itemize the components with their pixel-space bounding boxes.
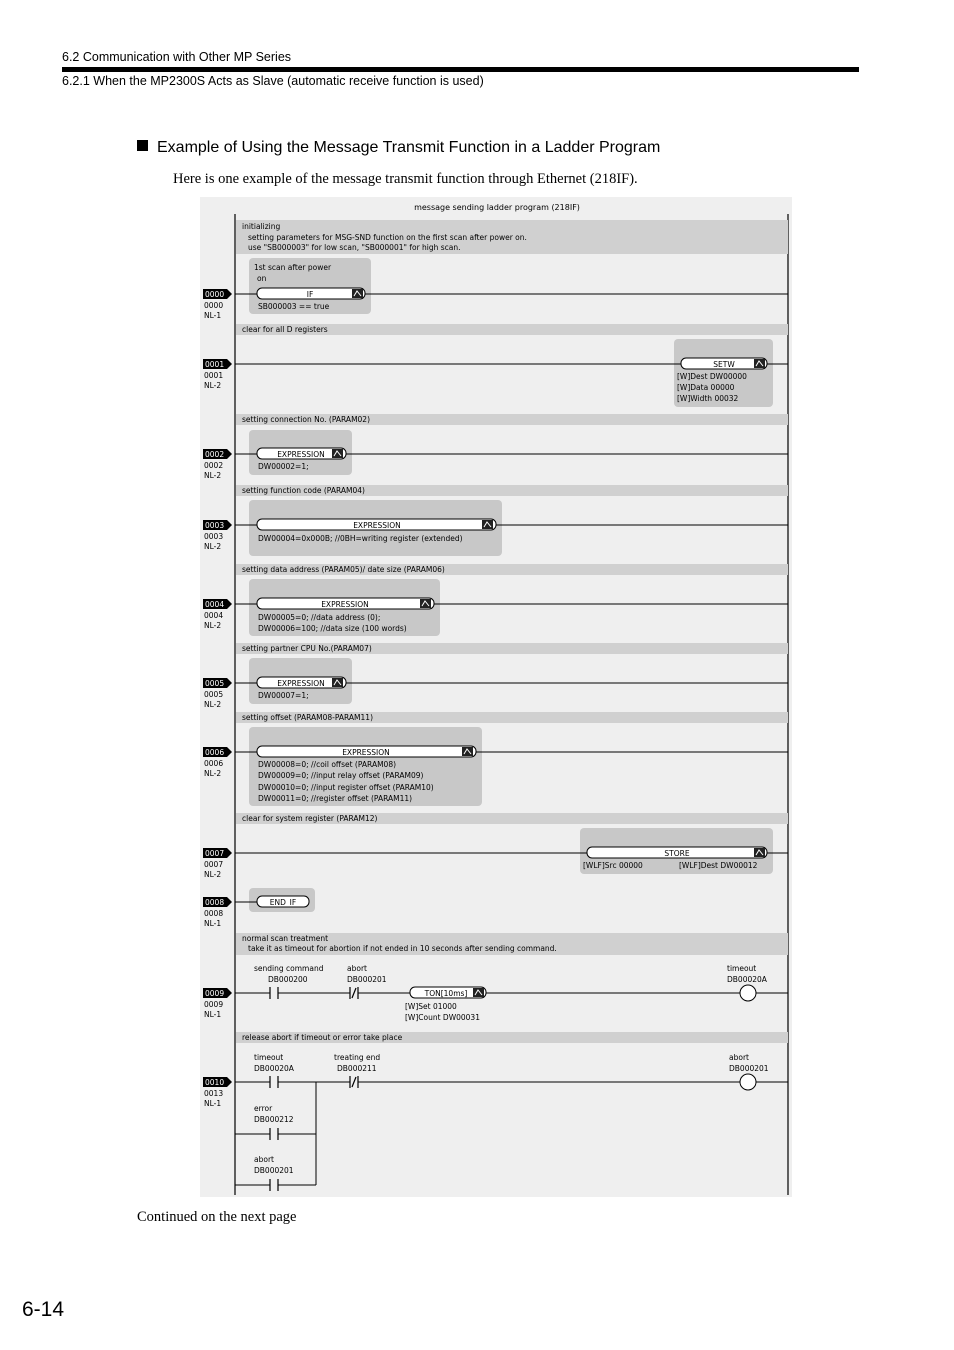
rung-step: 0003 bbox=[204, 532, 224, 541]
comment-text: clear for all D registers bbox=[242, 325, 328, 334]
rung-step: 0004 bbox=[204, 611, 224, 620]
expression-code: DW00011=0; //register offset (PARAM11) bbox=[258, 794, 413, 803]
instruction-expand-icon bbox=[332, 449, 343, 458]
coil-comment: timeout bbox=[727, 964, 757, 973]
setw-param: [W]Width 00032 bbox=[677, 394, 739, 403]
section-heading bbox=[137, 139, 660, 157]
if-condition: SB000003 == true bbox=[258, 302, 330, 311]
rung-tag-number: 0000 bbox=[205, 290, 225, 299]
rung-tag-number: 0005 bbox=[205, 679, 225, 688]
rung-tag-number: 0002 bbox=[205, 450, 225, 459]
running-header-section: 6.2 Communication with Other MP Series bbox=[62, 50, 292, 64]
ladder-program-figure bbox=[200, 197, 792, 1197]
contact-address: DB000211 bbox=[337, 1064, 377, 1073]
rung-step: 0007 bbox=[204, 860, 224, 869]
rung-tag-number: 0003 bbox=[205, 521, 225, 530]
rung-nest-level: NL-2 bbox=[204, 621, 222, 630]
rung-step: 0006 bbox=[204, 759, 224, 768]
store-param: [WLF]Dest DW00012 bbox=[679, 861, 758, 870]
if-note: on bbox=[257, 274, 267, 283]
end-if-label: END_IF bbox=[269, 898, 297, 907]
ton-label: TON[10ms] bbox=[424, 989, 468, 998]
comment-text: setting partner CPU No.(PARAM07) bbox=[242, 644, 372, 653]
section-heading-text: Example of Using the Message Transmit Function in a Ladder Program bbox=[157, 139, 661, 156]
rung-nest-level: NL-1 bbox=[204, 311, 222, 320]
rung-nest-level: NL-2 bbox=[204, 471, 222, 480]
comment-text: setting connection No. (PARAM02) bbox=[242, 415, 371, 424]
rung-step: 0005 bbox=[204, 690, 224, 699]
store-param: [WLF]Src 00000 bbox=[583, 861, 643, 870]
contact-comment: sending command bbox=[254, 964, 324, 973]
setw-param: [W]Dest DW00000 bbox=[677, 372, 747, 381]
comment-text: clear for system register (PARAM12) bbox=[242, 814, 378, 823]
rung-step: 0001 bbox=[204, 371, 224, 380]
coil-address: DB00020A bbox=[727, 975, 767, 984]
comment-text: take it as timeout for abortion if not ended in 10 seconds after sending command. bbox=[248, 944, 557, 953]
contact-address: DB000212 bbox=[254, 1115, 294, 1124]
expression-code: DW00004=0x000B; //0BH=writing register (extended) bbox=[258, 534, 463, 543]
comment-text: setting data address (PARAM05)/ date size (PARAM06) bbox=[242, 565, 445, 574]
rung-step: 0002 bbox=[204, 461, 224, 470]
contact-comment: error bbox=[254, 1104, 273, 1113]
comment-text: setting offset (PARAM08-PARAM11) bbox=[242, 713, 373, 722]
rung-tag-number: 0010 bbox=[205, 1078, 225, 1087]
contact-comment: abort bbox=[347, 964, 367, 973]
contact-address: DB000200 bbox=[268, 975, 308, 984]
instruction-expand-icon bbox=[352, 289, 363, 298]
rung-nest-level: NL-2 bbox=[204, 769, 222, 778]
rung-nest-level: NL-1 bbox=[204, 1099, 222, 1108]
comment-text: initializing bbox=[242, 222, 281, 231]
header-rule bbox=[62, 67, 859, 72]
instruction-expand-icon bbox=[482, 520, 493, 529]
comment-text: release abort if timeout or error take place bbox=[242, 1033, 403, 1042]
contact-comment: treating end bbox=[334, 1053, 381, 1062]
if-note: 1st scan after power bbox=[254, 263, 332, 272]
intro-paragraph: Here is one example of the message transmit function through Ethernet (218IF). bbox=[173, 171, 638, 187]
rung-tag-number: 0004 bbox=[205, 600, 225, 609]
expression-code: DW00006=100; //data size (100 words) bbox=[258, 624, 407, 633]
rung-step: 0013 bbox=[204, 1089, 224, 1098]
expression-code: DW00009=0; //input relay offset (PARAM09) bbox=[258, 771, 424, 780]
rung-tag-number: 0009 bbox=[205, 989, 225, 998]
if-label: IF bbox=[306, 290, 314, 299]
rung-tag-number: 0007 bbox=[205, 849, 225, 858]
ton-param: [W]Count DW00031 bbox=[405, 1013, 480, 1022]
coil-comment: abort bbox=[729, 1053, 749, 1062]
coil-timeout[interactable] bbox=[740, 985, 756, 1001]
rung-tag-number: 0001 bbox=[205, 360, 225, 369]
contact-comment: abort bbox=[254, 1155, 274, 1164]
rung-step: 0009 bbox=[204, 1000, 224, 1009]
expression-code: DW00007=1; bbox=[258, 691, 309, 700]
rung-tag-number: 0006 bbox=[205, 748, 225, 757]
expression-label: EXPRESSION bbox=[277, 450, 325, 459]
expression-code: DW00010=0; //input register offset (PARAM10) bbox=[258, 783, 434, 792]
instruction-expand-icon bbox=[754, 359, 765, 368]
rung-nest-level: NL-2 bbox=[204, 870, 222, 879]
contact-address: DB00020A bbox=[254, 1064, 294, 1073]
rung-step: 0000 bbox=[204, 301, 224, 310]
ladder-title: message sending ladder program (218IF) bbox=[414, 203, 580, 212]
instruction-expand-icon bbox=[462, 747, 473, 756]
ton-param: [W]Set 01000 bbox=[405, 1002, 457, 1011]
rung-nest-level: NL-2 bbox=[204, 542, 222, 551]
instruction-expand-icon bbox=[420, 599, 431, 608]
instruction-expand-icon bbox=[754, 848, 765, 857]
contact-comment: timeout bbox=[254, 1053, 284, 1062]
store-label: STORE bbox=[664, 849, 690, 858]
setw-label: SETW bbox=[713, 360, 735, 369]
page-number: 6-14 bbox=[22, 1298, 65, 1321]
expression-code: DW00008=0; //coil offset (PARAM08) bbox=[258, 760, 397, 769]
contact-address: DB000201 bbox=[254, 1166, 294, 1175]
comment-text: setting function code (PARAM04) bbox=[242, 486, 365, 495]
expression-label: EXPRESSION bbox=[353, 521, 401, 530]
comment-text: setting parameters for MSG-SND function on the first scan after power on. bbox=[248, 233, 527, 242]
expression-code: DW00005=0; //data address (0); bbox=[258, 613, 381, 622]
continued-note: Continued on the next page bbox=[137, 1209, 297, 1225]
instruction-expand-icon bbox=[332, 678, 343, 687]
rung-nest-level: NL-1 bbox=[204, 1010, 222, 1019]
rung-tag-number: 0008 bbox=[205, 898, 225, 907]
setw-param: [W]Data 00000 bbox=[677, 383, 735, 392]
coil-address: DB000201 bbox=[729, 1064, 769, 1073]
contact-address: DB000201 bbox=[347, 975, 387, 984]
expression-label: EXPRESSION bbox=[342, 748, 390, 757]
rung-nest-level: NL-1 bbox=[204, 919, 222, 928]
expression-label: EXPRESSION bbox=[277, 679, 325, 688]
rung-nest-level: NL-2 bbox=[204, 700, 222, 709]
comment-text: normal scan treatment bbox=[242, 934, 329, 943]
comment-text: use "SB000003" for low scan, "SB000001" for high scan. bbox=[248, 243, 461, 252]
instruction-expand-icon bbox=[473, 988, 484, 997]
rung-step: 0008 bbox=[204, 909, 224, 918]
coil-abort[interactable] bbox=[740, 1074, 756, 1090]
running-header-subsection: 6.2.1 When the MP2300S Acts as Slave (automatic receive function is used) bbox=[62, 74, 484, 88]
expression-code: DW00002=1; bbox=[258, 462, 309, 471]
expression-label: EXPRESSION bbox=[321, 600, 369, 609]
rung-nest-level: NL-2 bbox=[204, 381, 222, 390]
square-bullet-icon bbox=[137, 140, 148, 151]
